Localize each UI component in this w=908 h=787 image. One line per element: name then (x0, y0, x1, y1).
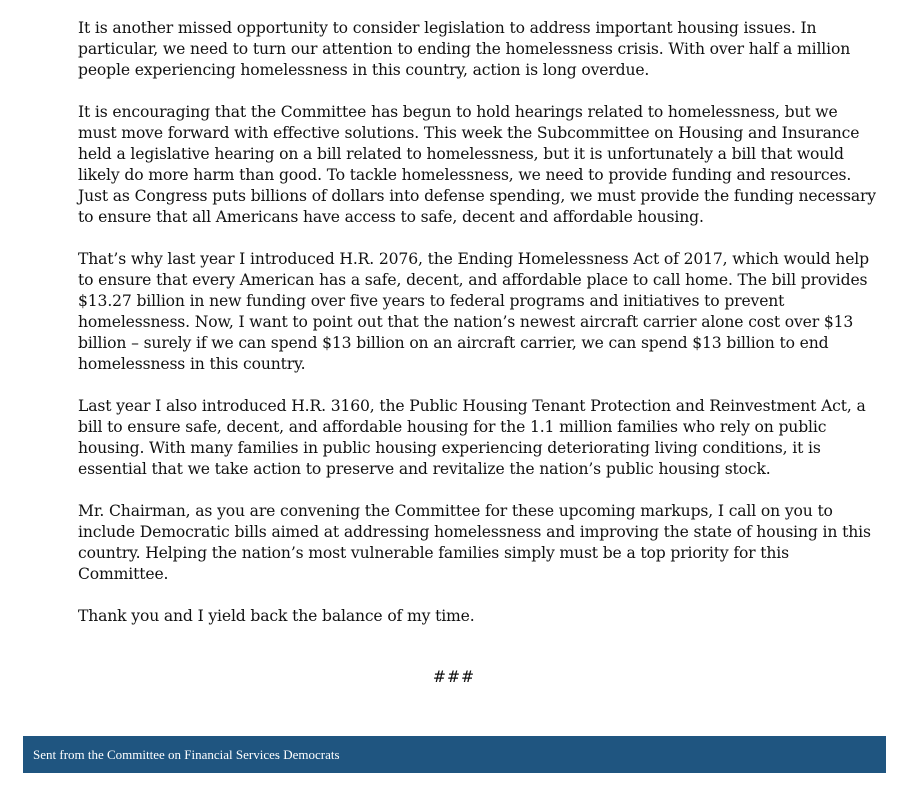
footer-banner (23, 736, 886, 773)
paragraph-3: That’s why last year I introduced H.R. 2076, the Ending Homelessness Act of 2017, which would help to ensure that every American has a safe, decent, and affordable place to call home. The bill provides $13.27 billion in new funding over five years to federal programs and initiatives to prevent homelessness. Now, I want to point out that the nation’s newest aircraft carrier alone cost over $13 billion – surely if we can spend $13 billion on an aircraft carrier, we can spend $13 billion to end homelessness in this country. (78, 250, 869, 373)
paragraph-4: Last year I also introduced H.R. 3160, the Public Housing Tenant Protection and Reinvestment Act, a bill to ensure safe, decent, and affordable housing for the 1.1 million families who rely on public housing. With many families in public housing experiencing deteriorating living conditions, it is essential that we take action to preserve and revitalize the nation’s public housing stock. (78, 397, 866, 478)
paragraph-1: It is another missed opportunity to consider legislation to address important housing issues. In particular, we need to turn our attention to ending the homelessness crisis. With over half a million people experiencing homelessness in this country, action is long overdue. (78, 19, 851, 79)
paragraph-5: Mr. Chairman, as you are convening the Committee for these upcoming markups, I call on you to include Democratic bills aimed at addressing homelessness and improving the state of housing in this country. Helping the nation’s most vulnerable families simply must be a top priority for this Committee. (78, 502, 871, 583)
statement-body (78, 18, 878, 648)
paragraph-2: It is encouraging that the Committee has begun to hold hearings related to homelessness, but we must move forward with effective solutions. This week the Subcommittee on Housing and Insurance held a legislative hearing on a bill related to homelessness, but it is unfortunately a bill that would likely do more harm than good. To tackle homelessness, we need to provide funding and resources. Just as Congress puts billions of dollars into defense spending, we must provide the funding necessary to ensure that all Americans have access to safe, decent and affordable housing. (78, 103, 876, 226)
paragraph-6: Thank you and I yield back the balance of my time. (78, 607, 475, 625)
footer-sender-text: Sent from the Committee on Financial Services Democrats (33, 746, 340, 762)
end-of-release-mark: ### (432, 668, 476, 686)
